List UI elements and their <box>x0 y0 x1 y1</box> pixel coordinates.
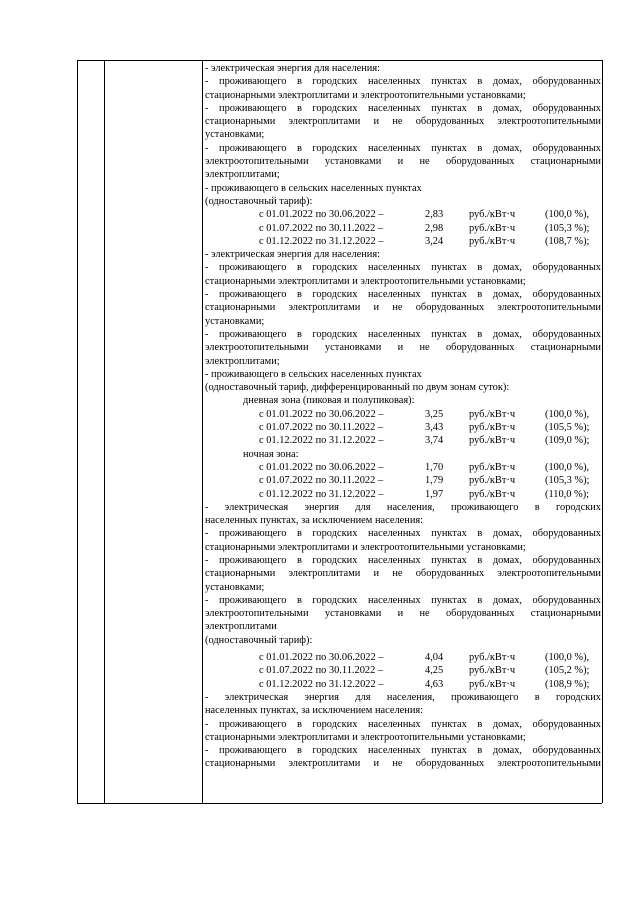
text-line: - проживающего в городских населенных пунктах в домах, оборудованных <box>205 142 601 154</box>
table-column-border-3 <box>202 60 203 803</box>
tariff-percent: (105,5 %); <box>545 422 590 434</box>
text-line: - электрическая энергия для населения, проживающего в городских <box>205 691 601 703</box>
tariff-text-cell <box>205 62 601 771</box>
tariff-unit: руб./кВт·ч <box>469 235 516 247</box>
tariff-value: 2,98 <box>425 222 444 234</box>
table-column-border-1 <box>77 60 78 803</box>
tariff-unit: руб./кВт·ч <box>469 422 516 434</box>
table-bottom-border <box>77 803 602 804</box>
text-line: - проживающего в городских населенных пунктах в домах, оборудованных <box>205 554 601 566</box>
tariff-value: 3,43 <box>425 422 444 434</box>
tariff-period: с 01.07.2022 по 30.11.2022 – <box>259 475 384 487</box>
tariff-percent: (100,0 %), <box>545 209 590 221</box>
text-line: - проживающего в городских населенных пунктах в домах, оборудованных <box>205 289 601 301</box>
tariff-percent: (105,3 %); <box>545 222 590 234</box>
text-line: - проживающего в городских населенных пунктах в домах, оборудованных <box>205 76 601 88</box>
text-line: - проживающего в городских населенных пунктах в домах, оборудованных <box>205 528 601 540</box>
text-line: - электрическая энергия для населения: <box>205 249 381 261</box>
tariff-unit: руб./кВт·ч <box>469 435 516 447</box>
tariff-rate-row <box>205 488 601 501</box>
tariff-period: с 01.01.2022 по 30.06.2022 – <box>259 209 384 221</box>
text-line: - электрическая энергия для населения, проживающего в городских <box>205 501 601 513</box>
tariff-value: 1,79 <box>425 475 444 487</box>
text-line: - проживающего в городских населенных пунктах в домах, оборудованных <box>205 262 601 274</box>
text-line: установками; <box>205 581 265 593</box>
tariff-percent: (105,3 %); <box>545 475 590 487</box>
text-line: стационарными электроплитами и не оборудованных электроотопительными <box>205 302 601 314</box>
text-line: электроотопительными установками и не оборудованных стационарными <box>205 156 601 168</box>
tariff-unit: руб./кВт·ч <box>469 652 516 664</box>
table-column-border-4 <box>602 60 603 803</box>
tariff-percent: (100,0 %), <box>545 408 590 420</box>
tariff-value: 4,63 <box>425 678 444 690</box>
tariff-percent: (100,0 %), <box>545 652 590 664</box>
tariff-period: с 01.12.2022 по 31.12.2022 – <box>259 235 384 247</box>
text-line: - проживающего в городских населенных пунктах в домах, оборудованных <box>205 745 601 757</box>
tariff-period: с 01.07.2022 по 30.11.2022 – <box>259 422 384 434</box>
text-line: (одноставочный тариф): <box>205 634 313 646</box>
text-line: установками; <box>205 315 265 327</box>
tariff-value: 2,83 <box>425 209 444 221</box>
table-column-border-2 <box>104 60 105 803</box>
zone-heading: дневная зона (пиковая и полупиковая): <box>243 395 415 407</box>
text-line: населенных пунктах, за исключением населения: <box>205 515 424 527</box>
text-line: стационарными электроплитами и электроотопительными установками; <box>205 275 526 287</box>
tariff-rate-row <box>205 664 601 677</box>
tariff-percent: (108,9 %); <box>545 678 590 690</box>
text-line: - проживающего в городских населенных пунктах в домах, оборудованных <box>205 102 601 114</box>
text-line: (одноставочный тариф): <box>205 195 313 207</box>
tariff-unit: руб./кВт·ч <box>469 461 516 473</box>
tariff-percent: (110,0 %); <box>545 488 590 500</box>
tariff-unit: руб./кВт·ч <box>469 209 516 221</box>
tariff-period: с 01.12.2022 по 31.12.2022 – <box>259 488 384 500</box>
text-line: стационарными электроплитами и электроотопительными установками; <box>205 89 526 101</box>
tariff-percent: (108,7 %); <box>545 235 590 247</box>
tariff-rate-row <box>205 678 601 691</box>
tariff-value: 4,25 <box>425 665 444 677</box>
tariff-period: с 01.07.2022 по 30.11.2022 – <box>259 222 384 234</box>
text-line: электроплитами; <box>205 355 280 367</box>
tariff-value: 4,04 <box>425 652 444 664</box>
text-line: электроплитами; <box>205 169 280 181</box>
text-line: - электрическая энергия для населения: <box>205 63 381 74</box>
tariff-value: 1,97 <box>425 488 444 500</box>
text-line: - проживающего в городских населенных пунктах в домах, оборудованных <box>205 594 601 606</box>
tariff-value: 3,74 <box>425 435 444 447</box>
tariff-period: с 01.12.2022 по 31.12.2022 – <box>259 435 384 447</box>
tariff-value: 3,24 <box>425 235 444 247</box>
zone-heading: ночная зона: <box>243 448 299 460</box>
tariff-rate-row <box>205 651 601 664</box>
tariff-rate-row <box>205 235 601 248</box>
tariff-unit: руб./кВт·ч <box>469 678 516 690</box>
text-line: - проживающего в городских населенных пунктах в домах, оборудованных <box>205 328 601 340</box>
tariff-unit: руб./кВт·ч <box>469 665 516 677</box>
text-line: электроотопительными установками и не оборудованных стационарными <box>205 342 601 354</box>
tariff-unit: руб./кВт·ч <box>469 222 516 234</box>
tariff-percent: (100,0 %), <box>545 461 590 473</box>
tariff-rate-row <box>205 408 601 421</box>
tariff-rate-row <box>205 421 601 434</box>
text-line: - проживающего в сельских населенных пунктах <box>205 368 422 380</box>
tariff-percent: (105,2 %); <box>545 665 590 677</box>
tariff-rate-row <box>205 434 601 447</box>
tariff-rate-row <box>205 474 601 487</box>
text-line: стационарными электроплитами и электроотопительными установками; <box>205 731 526 743</box>
text-line: стационарными электроплитами и не оборудованных электроотопительными <box>205 758 601 770</box>
tariff-value: 3,25 <box>425 408 444 420</box>
tariff-period: с 01.01.2022 по 30.06.2022 – <box>259 461 384 473</box>
tariff-unit: руб./кВт·ч <box>469 408 516 420</box>
tariff-rate-row <box>205 461 601 474</box>
tariff-value: 1,70 <box>425 461 444 473</box>
text-line: (одноставочный тариф, дифференцированный по двум зонам суток): <box>205 382 510 394</box>
tariff-percent: (109,0 %); <box>545 435 590 447</box>
text-line: электроотопительными установками и не оборудованных стационарными <box>205 608 601 620</box>
tariff-rate-row <box>205 222 601 235</box>
text-line: стационарными электроплитами и не оборудованных электроотопительными <box>205 568 601 580</box>
text-line: - проживающего в сельских населенных пунктах <box>205 182 422 194</box>
text-line: - проживающего в городских населенных пунктах в домах, оборудованных <box>205 718 601 730</box>
tariff-period: с 01.07.2022 по 30.11.2022 – <box>259 665 384 677</box>
tariff-period: с 01.12.2022 по 31.12.2022 – <box>259 678 384 690</box>
table-top-border <box>77 60 602 61</box>
tariff-rate-row <box>205 208 601 221</box>
tariff-period: с 01.01.2022 по 30.06.2022 – <box>259 652 384 664</box>
text-line: населенных пунктах, за исключением населения: <box>205 705 424 717</box>
tariff-unit: руб./кВт·ч <box>469 488 516 500</box>
tariff-period: с 01.01.2022 по 30.06.2022 – <box>259 408 384 420</box>
text-line: стационарными электроплитами и не оборудованных электроотопительными <box>205 116 601 128</box>
text-line: стационарными электроплитами и электроотопительными установками; <box>205 541 526 553</box>
text-line: установками; <box>205 129 265 141</box>
tariff-unit: руб./кВт·ч <box>469 475 516 487</box>
text-line: электроплитами <box>205 621 277 633</box>
